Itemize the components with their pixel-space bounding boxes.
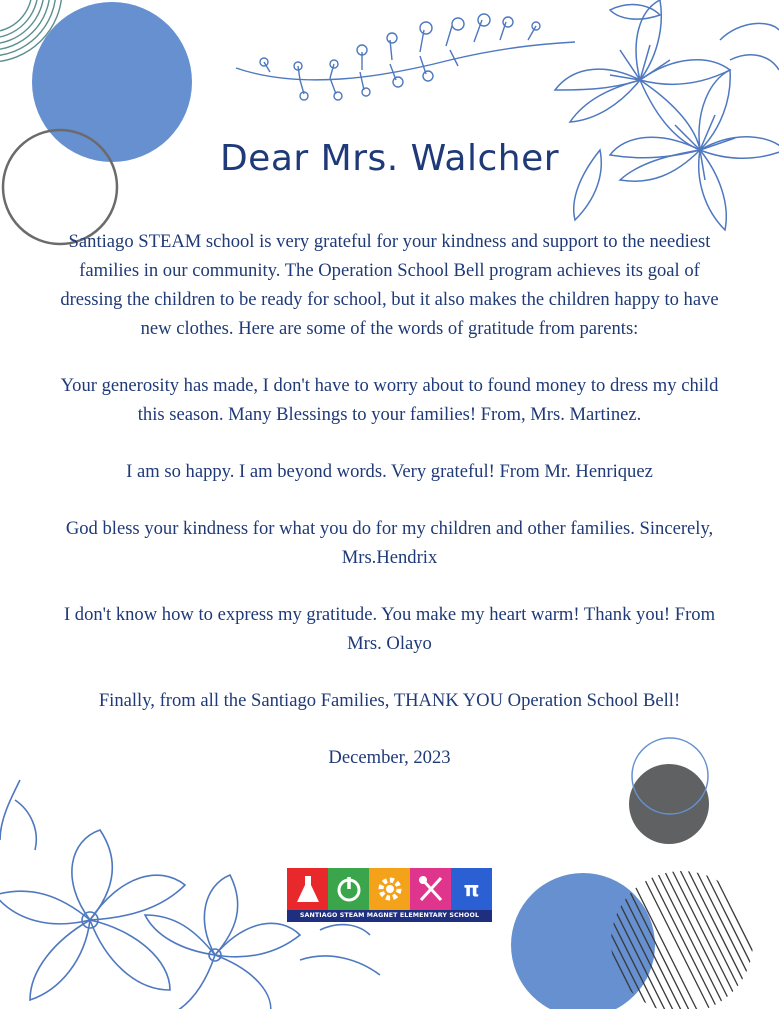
power-icon <box>328 868 369 910</box>
vine-branch-top <box>236 14 575 100</box>
quote-olayo: I don't know how to express my gratitude. You make my heart warm! Thank you! From Mrs. Olayo <box>63 604 716 654</box>
quote-martinez: Your generosity has made, I don't have to worry about to found money to dress my child this season. Many Blessings to your families! From, Mrs. Martinez. <box>60 375 719 425</box>
quote-hendrix: God bless your kindness for what you do for my children and other families. Sincerely, Mrs.Hendrix <box>65 518 714 568</box>
school-logo <box>287 868 492 922</box>
intro-paragraph: Santiago STEAM school is very grateful for your kindness and support to the neediest families in our community. The Operation School Bell program achieves its goal of dressing the children to be ready for school, but it also makes the children happy to have new clothes. Here are some of the words of gratitude from parents: <box>60 231 719 339</box>
pi-glyph: π <box>463 877 480 901</box>
blue-circle-bottom-right <box>511 873 655 1009</box>
letter-body <box>48 227 731 800</box>
quote-henriquez: I am so happy. I am beyond words. Very grateful! From Mr. Henriquez <box>126 461 653 482</box>
logo-caption: SANTIAGO STEAM MAGNET ELEMENTARY SCHOOL <box>287 910 492 922</box>
letter-date: December, 2023 <box>328 747 451 768</box>
lily-flowers-top-right <box>555 0 779 230</box>
tools-icon <box>410 868 451 910</box>
closing-paragraph: Finally, from all the Santiago Families, THANK YOU Operation School Bell! <box>98 690 681 711</box>
letter-title: Dear Mrs. Walcher <box>219 138 560 179</box>
gear-icon <box>369 868 410 910</box>
flask-icon <box>287 868 328 910</box>
pi-icon <box>451 868 492 910</box>
